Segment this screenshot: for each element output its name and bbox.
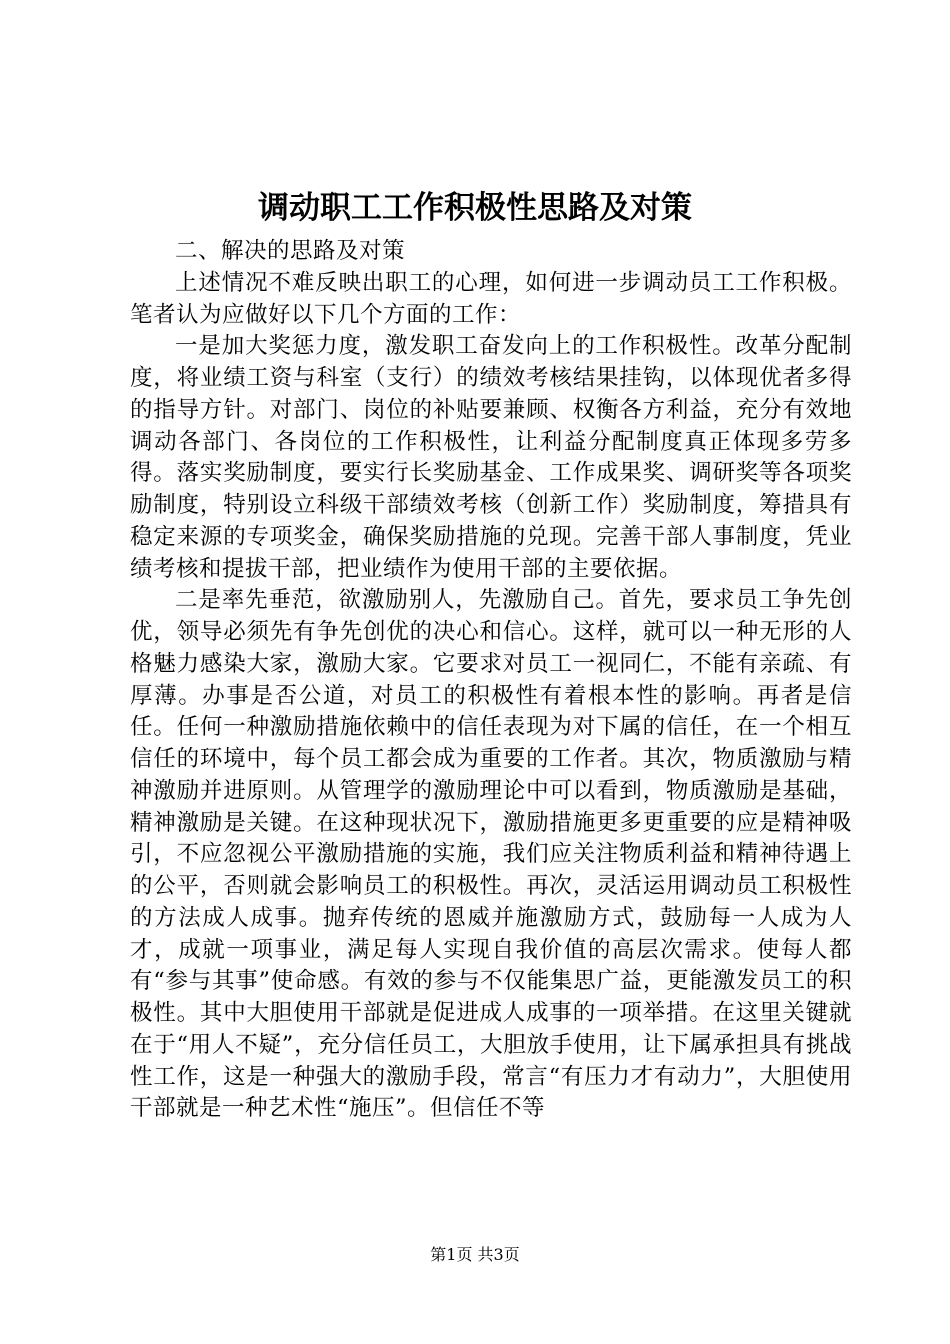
section-heading: 二、解决的思路及对策 (175, 238, 406, 264)
page-footer: 第1页 共3页 (430, 1245, 520, 1264)
document-body (130, 236, 852, 1125)
paragraph-intro: 上述情况不难反映出职工的心理，如何进一步调动员工工作积极。笔者认为应做好以下几个方面的工作： (130, 269, 852, 328)
document-title: 调动职工工作积极性思路及对策 (258, 190, 692, 226)
paragraph-point-one: 一是加大奖惩力度，激发职工奋发向上的工作积极性。改革分配制度，将业绩工资与科室（支行）的绩效考核结果挂钩，以体现优者多得的指导方针。对部门、岗位的补贴要兼顾、权衡各方利益，充分有效地调动各部门、各岗位的工作积极性，让利益分配制度真正体现多劳多得。落实奖励制度，要实行长奖励基金、工作成果奖、调研奖等各项奖励制度，特别设立科级干部绩效考核（创新工作）奖励制度，筹措具有稳定来源的专项奖金，确保奖励措施的兑现。完善干部人事制度，凭业绩考核和提拔干部，把业绩作为使用干部的主要依据。 (130, 333, 852, 582)
paragraph-point-two: 二是率先垂范，欲激励别人，先激励自己。首先，要求员工争先创优，领导必须先有争先创优的决心和信心。这样，就可以一种无形的人格魅力感染大家，激励大家。它要求对员工一视同仁，不能有亲疏、有厚薄。办事是否公道，对员工的积极性有着根本性的影响。再者是信任。任何一种激励措施依赖中的信任表现为对下属的信任，在一个相互信任的环境中，每个员工都会成为重要的工作者。其次，物质激励与精神激励并进原则。从管理学的激励理论中可以看到，物质激励是基础，精神激励是关键。在这种现状况下，激励措施更多更重要的应是精神吸引，不应忽视公平激励措施的实施，我们应关注物质利益和精神待遇上的公平，否则就会影响员工的积极性。再次，灵活运用调动员工积极性的方法成人成事。抛弃传统的恩威并施激励方式，鼓励每一人成为人才，成就一项事业，满足每人实现自我价值的高层次需求。使每人都有“参与其事”使命感。有效的参与不仅能集思广益，更能激发员工的积极性。其中大胆使用干部就是促进成人成事的一项举措。在这里关键就在于“用人不疑”，充分信任员工，大胆放手使用，让下属承担具有挑战性工作，这是一种强大的激励手段，常言“有压力才有动力”，大胆使用干部就是一种艺术性“施压”。但信任不等 (130, 587, 852, 1122)
